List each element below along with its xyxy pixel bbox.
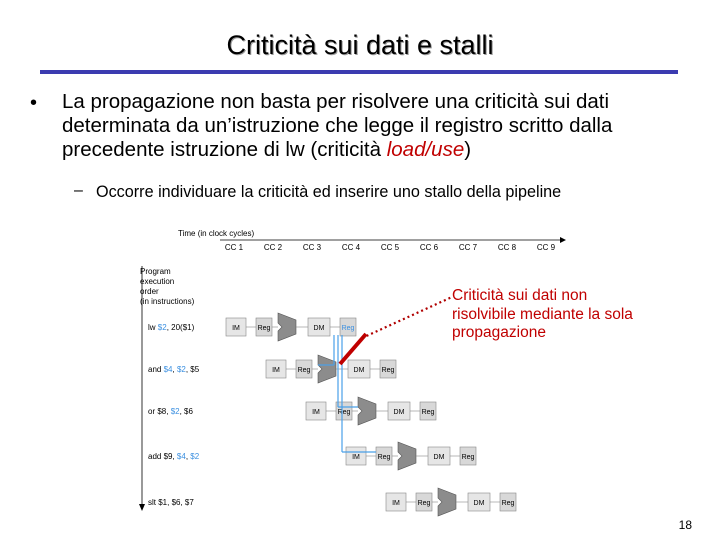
title-underline	[40, 70, 678, 74]
bullet-marker: •	[30, 92, 38, 114]
order-axis-label: (in instructions)	[140, 297, 195, 306]
annotation-leader	[362, 297, 452, 338]
instruction-label: slt $1, $6, $7	[148, 498, 194, 507]
reg-read-label: Reg	[417, 500, 431, 507]
instruction-label: add $9, $4, $2	[148, 452, 200, 461]
cycle-label: CC 9	[536, 243, 556, 252]
reg-read-label: Reg	[377, 454, 391, 461]
pipeline-diagram	[130, 222, 570, 522]
cycle-label: CC 1	[224, 243, 244, 252]
annotation-text: Criticità sui dati non risolvibile mediante la sola propagazione	[452, 287, 633, 341]
bullet-text-end: )	[464, 138, 472, 161]
reg-write-label: Reg	[421, 409, 435, 416]
dm-label: DM	[313, 325, 325, 332]
reg-write-label: Reg	[381, 367, 395, 374]
order-axis-arrow	[139, 504, 145, 511]
slide-title: Criticità sui dati e stalli	[226, 30, 494, 60]
bullet-text	[62, 90, 702, 162]
dm-label: DM	[473, 500, 485, 507]
cycle-label: CC 3	[302, 243, 322, 252]
time-axis-arrow	[560, 237, 566, 243]
bullet-text-main: La propagazione non basta per risolvere una criticità sui dati determinata da un’istruzione che legge il registro scritto dalla precedente istruzione di lw (criticità	[62, 90, 613, 161]
im-label: IM	[352, 454, 360, 461]
reg-write-label: Reg	[341, 325, 355, 332]
time-axis-label: Time (in clock cycles)	[178, 229, 255, 238]
alu-stage	[358, 397, 376, 425]
instruction-label: or $8, $2, $6	[148, 407, 193, 416]
order-axis-label: execution	[140, 277, 175, 286]
instruction-label: and $4, $2, $5	[148, 365, 200, 374]
im-label: IM	[232, 325, 240, 332]
cycle-label: CC 2	[263, 243, 283, 252]
reg-read-label: Reg	[337, 409, 351, 416]
im-label: IM	[392, 500, 400, 507]
order-axis-label: order	[140, 287, 159, 296]
dm-label: DM	[393, 409, 405, 416]
cycle-label: CC 6	[419, 243, 439, 252]
dm-label: DM	[353, 367, 365, 374]
cycle-label: CC 4	[341, 243, 361, 252]
alu-stage	[278, 313, 296, 341]
alu-stage	[318, 355, 336, 383]
reg-read-label: Reg	[257, 325, 271, 332]
cycle-label: CC 8	[497, 243, 517, 252]
instruction-label: lw $2, 20($1)	[148, 323, 195, 332]
cycle-label: CC 7	[458, 243, 478, 252]
sub-bullet-marker: –	[74, 182, 83, 199]
alu-stage	[398, 442, 416, 470]
dm-label: DM	[433, 454, 445, 461]
im-label: IM	[272, 367, 280, 374]
hazard-marker	[340, 334, 366, 364]
alu-stage	[438, 488, 456, 516]
load-use-term: load/use	[386, 138, 465, 161]
page-number: 18	[678, 518, 692, 532]
reg-write-label: Reg	[461, 454, 475, 461]
reg-read-label: Reg	[297, 367, 311, 374]
sub-bullet-text: Occorre individuare la criticità ed inserire uno stallo della pipeline	[96, 183, 562, 201]
order-axis-label: Program	[140, 267, 171, 276]
reg-write-label: Reg	[501, 500, 515, 507]
cycle-label: CC 5	[380, 243, 400, 252]
im-label: IM	[312, 409, 320, 416]
